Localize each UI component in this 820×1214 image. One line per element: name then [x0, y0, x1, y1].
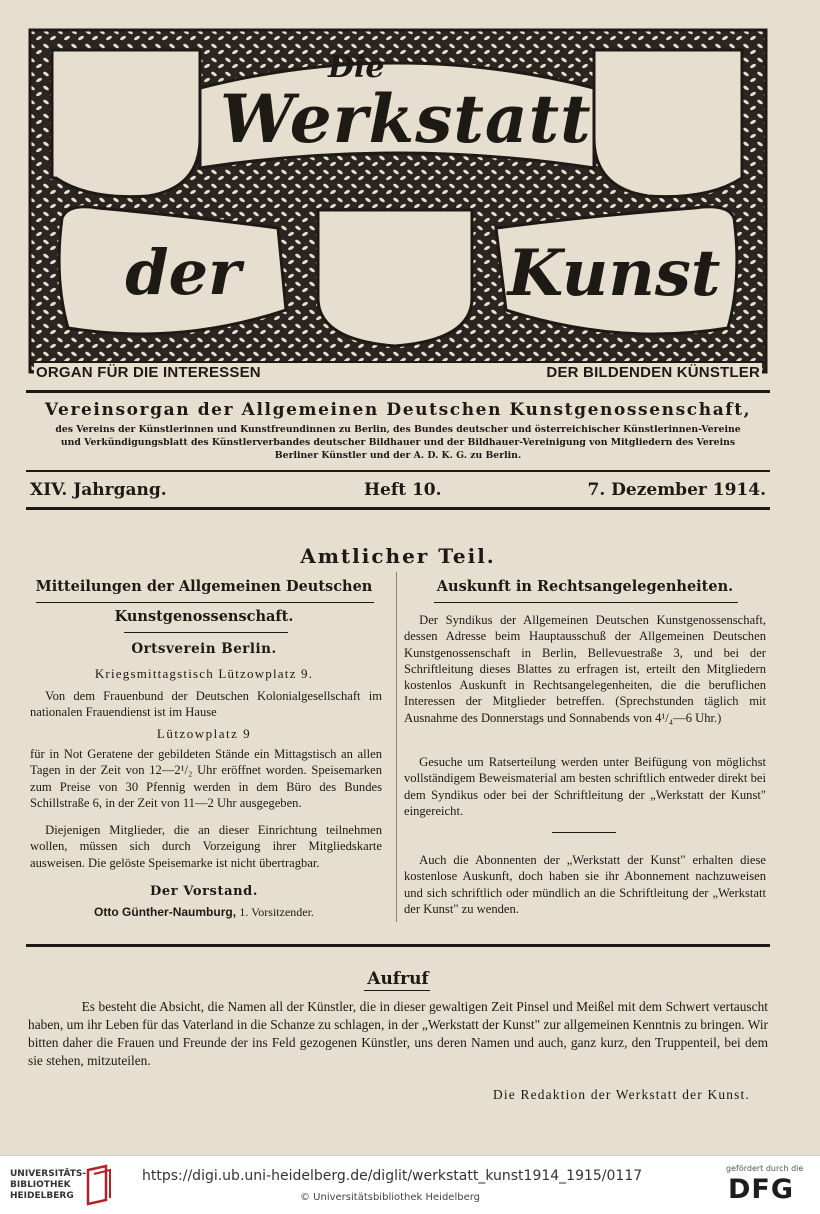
signature-role: 1. Vorsitzender.: [239, 905, 314, 919]
aufruf-title: Aufruf: [367, 969, 429, 989]
subhead-line1: Vereinsorgan der Allgemeinen Deutschen Kunstgenossenschaft,: [44, 400, 752, 420]
section-title: Amtlicher Teil.: [300, 544, 496, 568]
left-heading-underline-1: [36, 602, 374, 603]
funded-by: gefördert durch die: [726, 1164, 804, 1173]
left-heading-1: Mitteilungen der Allgemeinen Deutschen: [35, 578, 373, 595]
viewer-footer: [0, 1155, 820, 1214]
issue-jahrgang: XIV. Jahrgang.: [30, 480, 167, 500]
title-die: Die: [328, 50, 385, 85]
library-name: [10, 1169, 86, 1202]
right-p2-text: Gesuche um Ratserteilung werden unter Beifügung von möglichst vollständigem Beweismaterial am besten schriftlich entweder direkt bei dem Syndikus oder bei der Schriftleitung der „Werkstatt der Kunst" eingereicht.: [404, 755, 766, 818]
rule-aufruf: [26, 944, 770, 947]
library-logo-icon: [84, 1164, 114, 1206]
right-p1-text: Der Syndikus der Allgemeinen Deutschen Kunstgenossenschaft, dessen Adresse beim Hauptausschuß der Allgemeinen Deutschen Kunstgenossenschaft in Berlin, Bellevuestraße 3, und bei der Schriftleitung dieses Blattes zu erfragen ist, erteilt den Mitgliedern kostenlos Auskunft in Rechtsangelegenheiten, die die beruflichen Interessen der Mitglieder betreffen. (Sprechstunden täglich mit Ausnahme des Donnerstags und Sonnabends von 4¹/₄—6 Uhr.): [404, 613, 766, 725]
luetzowplatz: Lützowplatz 9: [156, 726, 252, 741]
title-der: der: [125, 236, 241, 309]
page-url[interactable]: https://digi.ub.uni-heidelberg.de/diglit/werkstatt_kunst1914_1915/0117: [142, 1168, 643, 1184]
left-p3-text: Diejenigen Mitglieder, die an dieser Einrichtung teilnehmen wollen, müssen sich durch Vorzeigung ihrer Mitgliedskarte ausweisen. Die gelöste Speisemarke ist nicht übertragbar.: [30, 823, 382, 870]
rule-issue-top: [26, 470, 770, 472]
right-paragraph-1: [404, 612, 766, 726]
vorstand: Der Vorstand.: [150, 884, 258, 899]
aufruf-title-underline: [364, 990, 430, 991]
issue-date: 7. Dezember 1914.: [587, 480, 766, 500]
left-heading-2: Kunstgenossenschaft.: [114, 608, 294, 625]
organ-left: ORGAN FÜR DIE INTERESSEN: [36, 364, 261, 381]
left-p2-text: für in Not Geratene der gebildeten Stände ein Mittagstisch an allen Tagen in der Zeit von 12—2¹/₂ Uhr eröffnet worden. Speisemarken zum Preise von 30 Pfennig werden in dem Büro des Bundes Schillstraße 6, in der Zeit von 11—2 Uhr ausgegeben.: [30, 747, 382, 810]
library-line-1: UNIVERSITÄTS-: [10, 1169, 87, 1179]
right-paragraph-3: [404, 852, 766, 917]
subhead-line3: und Verkündigungsblatt des Künstlerverbandes deutscher Bildhauer und der Bildhauer-Vereinigung von Mitgliedern des Vereins: [60, 437, 736, 448]
library-line-2: BIBLIOTHEK: [10, 1180, 71, 1190]
left-paragraph-1: [30, 688, 382, 721]
title-werkstatt: Werkstatt: [220, 80, 592, 158]
dfg-logo: DFG: [728, 1174, 795, 1205]
right-p3-text: Auch die Abonnenten der „Werkstatt der Kunst" erhalten diese kostenlose Auskunft, doch haben sie ihr Abonnement nachzuweisen und sich schriftlich oder mündlich an die Schriftleitung der „Werkstatt der Kunst" zu wenden.: [404, 853, 766, 916]
subhead-line2: des Vereins der Künstlerinnen und Kunstfreundinnen zu Berlin, des Bundes deutscher und österreichischer Künstlerinnen-Vereine: [55, 424, 741, 435]
left-p1-text: Von dem Frauenbund der Deutschen Kolonialgesellschaft im nationalen Frauendienst ist im Hause: [30, 689, 382, 720]
title-kunst: Kunst: [507, 236, 721, 311]
aufruf-signature: Die Redaktion der Werkstatt der Kunst.: [493, 1087, 750, 1102]
library-line-3: HEIDELBERG: [10, 1191, 74, 1201]
left-paragraph-3: [30, 822, 382, 871]
right-paragraph-2: [404, 754, 766, 819]
rule-top: [26, 390, 770, 393]
right-heading: Auskunft in Rechtsangelegenheiten.: [436, 578, 734, 595]
issue-heft: Heft 10.: [364, 480, 442, 500]
kriegsmittagstisch: Kriegsmittagstisch Lützowplatz 9.: [94, 666, 314, 681]
masthead: [28, 28, 768, 386]
ortsverein-heading: Ortsverein Berlin.: [131, 641, 277, 657]
subhead-line4: Berliner Künstler und der A. D. K. G. zu Berlin.: [274, 450, 522, 461]
signature: [28, 905, 380, 920]
aufruf-body: Es besteht die Absicht, die Namen all der Künstler, die in dieser gewaltigen Zeit Pinsel und Meißel mit dem Schwert vertauscht haben, um ihr Leben für das Vaterland in die Schanze zu schlagen, in der „Werkstatt der Kunst" zur allgemeinen Kenntnis zu bringen. Wir bitten daher die Frauen und Freunde der ins Feld gezogenen Künstler, uns deren Namen und auch, ganz kurz, den Truppenteil, bei dem sie stehen, mitzuteilen.: [28, 999, 768, 1068]
organ-right: DER BILDENDEN KÜNSTLER: [546, 364, 760, 381]
left-heading-underline-2: [124, 632, 288, 633]
aufruf-paragraph: [28, 998, 768, 1070]
copyright: © Universitätsbibliothek Heidelberg: [300, 1192, 481, 1203]
column-divider: [396, 572, 397, 922]
signature-name: Otto Günther-Naumburg,: [94, 905, 237, 919]
rule-issue-bottom: [26, 507, 770, 510]
left-paragraph-2: [30, 746, 382, 811]
right-separator: [552, 832, 616, 833]
right-heading-underline: [434, 602, 738, 603]
